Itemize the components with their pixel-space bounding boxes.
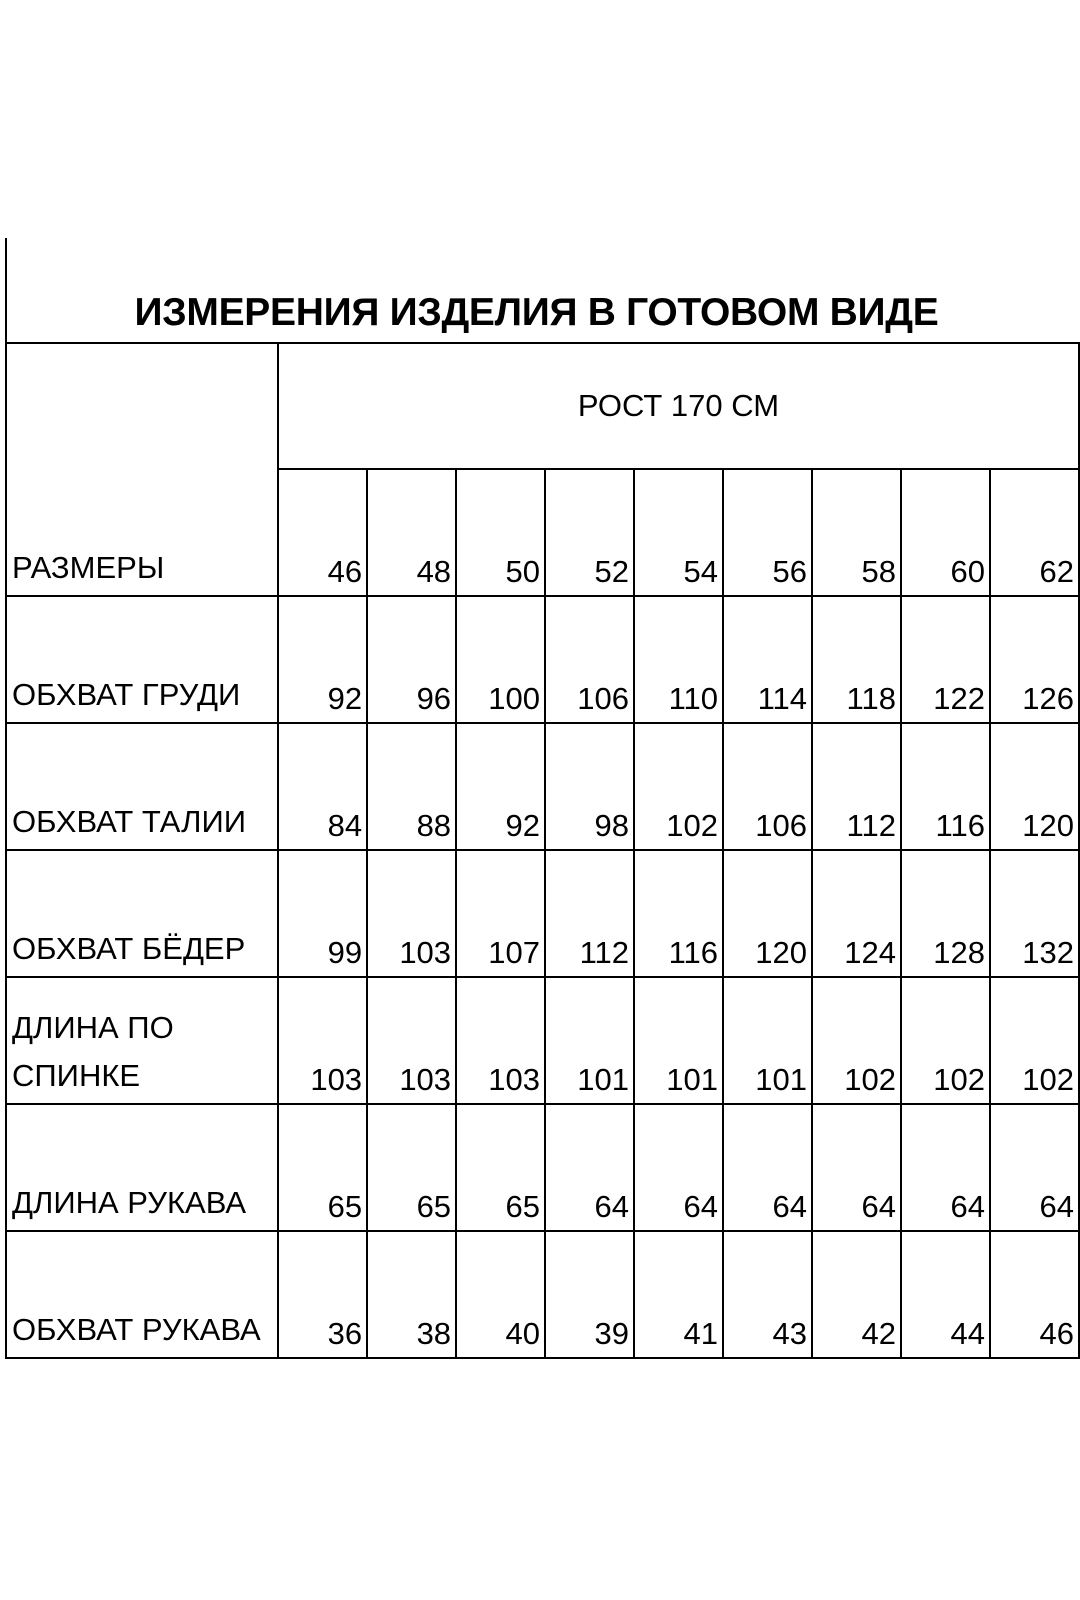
sizes-label: РАЗМЕРЫ — [6, 469, 278, 596]
row-label: ОБХВАТ ГРУДИ — [6, 596, 278, 723]
size-cell: 60 — [901, 469, 990, 596]
value-cell: 114 — [723, 596, 812, 723]
size-cell: 58 — [812, 469, 901, 596]
value-cell: 88 — [367, 723, 456, 850]
value-cell: 65 — [367, 1104, 456, 1231]
size-cell: 56 — [723, 469, 812, 596]
value-cell: 101 — [545, 977, 634, 1104]
value-cell: 64 — [723, 1104, 812, 1231]
value-cell: 65 — [278, 1104, 367, 1231]
value-cell: 36 — [278, 1231, 367, 1358]
size-cell: 46 — [278, 469, 367, 596]
value-cell: 128 — [901, 850, 990, 977]
table-row — [6, 1231, 1079, 1358]
value-cell: 102 — [901, 977, 990, 1104]
value-cell: 84 — [278, 723, 367, 850]
page-title: ИЗМЕРЕНИЯ ИЗДЕЛИЯ В ГОТОВОМ ВИДЕ — [134, 291, 939, 334]
value-cell: 110 — [634, 596, 723, 723]
table-row — [6, 977, 1079, 1104]
height-label: РОСТ 170 СМ — [577, 388, 780, 423]
value-cell: 118 — [812, 596, 901, 723]
value-cell: 98 — [545, 723, 634, 850]
value-cell: 64 — [901, 1104, 990, 1231]
value-cell: 106 — [545, 596, 634, 723]
height-header-row — [6, 343, 1079, 469]
value-cell: 44 — [901, 1231, 990, 1358]
size-cell: 50 — [456, 469, 545, 596]
value-cell: 64 — [812, 1104, 901, 1231]
height-header — [278, 343, 1079, 469]
table-row — [6, 723, 1079, 850]
value-cell: 103 — [367, 850, 456, 977]
value-cell: 112 — [812, 723, 901, 850]
row-label: ДЛИНА РУКАВА — [6, 1104, 278, 1231]
value-cell: 102 — [990, 977, 1079, 1104]
value-cell: 46 — [990, 1231, 1079, 1358]
value-cell: 102 — [812, 977, 901, 1104]
table-row — [6, 596, 1079, 723]
sizes-row — [6, 469, 1079, 596]
value-cell: 102 — [634, 723, 723, 850]
row-label: ДЛИНА ПО СПИНКЕ — [6, 977, 278, 1104]
value-cell: 65 — [456, 1104, 545, 1231]
value-cell: 122 — [901, 596, 990, 723]
measurements-table — [5, 342, 1080, 1359]
corner-cell — [6, 343, 278, 469]
value-cell: 92 — [278, 596, 367, 723]
value-cell: 99 — [278, 850, 367, 977]
value-cell: 40 — [456, 1231, 545, 1358]
value-cell: 39 — [545, 1231, 634, 1358]
value-cell: 103 — [367, 977, 456, 1104]
value-cell: 116 — [901, 723, 990, 850]
value-cell: 124 — [812, 850, 901, 977]
value-cell: 112 — [545, 850, 634, 977]
value-cell: 92 — [456, 723, 545, 850]
value-cell: 42 — [812, 1231, 901, 1358]
row-label: ОБХВАТ ТАЛИИ — [6, 723, 278, 850]
value-cell: 103 — [456, 977, 545, 1104]
value-cell: 64 — [634, 1104, 723, 1231]
value-cell: 41 — [634, 1231, 723, 1358]
value-cell: 101 — [634, 977, 723, 1104]
table-row — [6, 850, 1079, 977]
value-cell: 120 — [723, 850, 812, 977]
value-cell: 64 — [545, 1104, 634, 1231]
value-cell: 100 — [456, 596, 545, 723]
value-cell: 43 — [723, 1231, 812, 1358]
size-cell: 52 — [545, 469, 634, 596]
size-cell: 62 — [990, 469, 1079, 596]
value-cell: 120 — [990, 723, 1079, 850]
value-cell: 101 — [723, 977, 812, 1104]
table-row — [6, 1104, 1079, 1231]
value-cell: 96 — [367, 596, 456, 723]
value-cell: 116 — [634, 850, 723, 977]
value-cell: 106 — [723, 723, 812, 850]
size-cell: 48 — [367, 469, 456, 596]
value-cell: 38 — [367, 1231, 456, 1358]
value-cell: 126 — [990, 596, 1079, 723]
value-cell: 107 — [456, 850, 545, 977]
size-cell: 54 — [634, 469, 723, 596]
value-cell: 132 — [990, 850, 1079, 977]
value-cell: 64 — [990, 1104, 1079, 1231]
value-cell: 103 — [278, 977, 367, 1104]
row-label: ОБХВАТ БЁДЕР — [6, 850, 278, 977]
row-label: ОБХВАТ РУКАВА — [6, 1231, 278, 1358]
